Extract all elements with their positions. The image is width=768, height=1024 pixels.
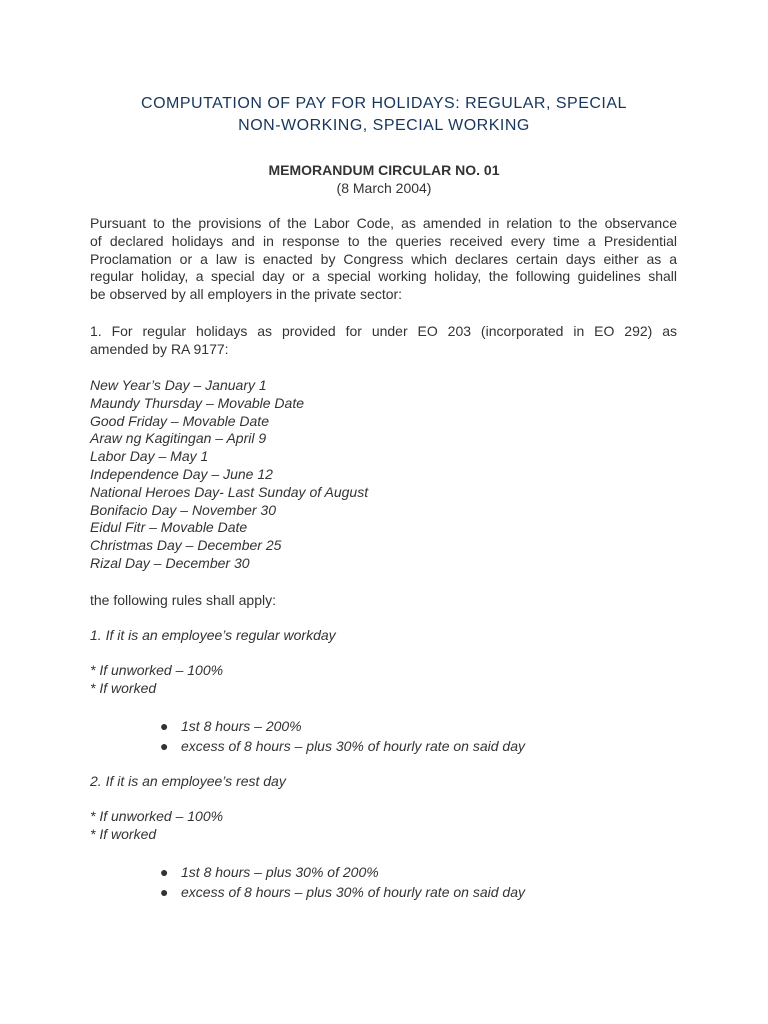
holiday-item: Christmas Day – December 25	[90, 537, 282, 554]
intro-line-2: of declared holidays and in response to the queries received every time a Presidential	[90, 232, 677, 249]
holiday-list	[90, 377, 677, 573]
list-item-text: 1st 8 hours – 200%	[181, 718, 302, 734]
item-1-line-2: amended by RA 9177:	[90, 340, 229, 357]
rule-1-conditions	[90, 662, 677, 698]
bullet-icon: ●	[160, 738, 169, 754]
rule-2-conditions	[90, 808, 677, 844]
rule-2-bullets	[160, 862, 525, 902]
memo-heading: MEMORANDUM CIRCULAR NO. 01	[268, 162, 500, 178]
holiday-item: Araw ng Kagitingan – April 9	[90, 430, 267, 447]
holiday-item: Bonifacio Day – November 30	[90, 501, 276, 518]
memo-header	[0, 161, 768, 197]
intro-line-3: Proclamation or a law is enacted by Congress which declares certain days either as a	[90, 250, 677, 267]
intro-paragraph	[90, 215, 677, 304]
rule-2-worked: * If worked	[90, 825, 157, 842]
list-item	[160, 862, 525, 882]
title-line-2: NON-WORKING, SPECIAL WORKING	[238, 117, 530, 134]
rule-1-worked: * If worked	[90, 679, 157, 696]
rule-1-bullets	[160, 716, 525, 756]
document-title	[80, 93, 688, 137]
bullet-icon: ●	[160, 864, 169, 880]
rules-intro: the following rules shall apply:	[90, 592, 276, 608]
intro-line-1: Pursuant to the provisions of the Labor Code, as amended in relation to the observance	[90, 215, 677, 231]
title-line-1: COMPUTATION OF PAY FOR HOLIDAYS: REGULAR, SPECIAL	[141, 95, 627, 112]
item-1-line-1: 1. For regular holidays as provided for under EO 203 (incorporated in EO 292) as	[90, 323, 677, 339]
rule-1-heading: 1. If it is an employee’s regular workday	[90, 627, 336, 643]
list-item-text: 1st 8 hours – plus 30% of 200%	[181, 864, 379, 880]
intro-line-4: regular holiday, a special day or a special working holiday, the following guidelines shall	[90, 268, 677, 285]
intro-line-5: be observed by all employers in the private sector:	[90, 286, 403, 303]
holiday-item: Labor Day – May 1	[90, 448, 209, 465]
item-1-paragraph	[90, 323, 677, 359]
holiday-item: Maundy Thursday – Movable Date	[90, 394, 304, 411]
list-item-text: excess of 8 hours – plus 30% of hourly rate on said day	[181, 738, 525, 754]
rule-2-heading: 2. If it is an employee’s rest day	[90, 773, 286, 789]
rule-1-unworked: * If unworked – 100%	[90, 662, 224, 678]
list-item	[160, 882, 525, 902]
holiday-item: National Heroes Day- Last Sunday of August	[90, 483, 369, 500]
memo-date: (8 March 2004)	[336, 180, 432, 196]
bullet-icon: ●	[160, 884, 169, 900]
list-item	[160, 716, 525, 736]
rule-2-unworked: * If unworked – 100%	[90, 808, 224, 824]
list-item-text: excess of 8 hours – plus 30% of hourly rate on said day	[181, 884, 525, 900]
holiday-item: Independence Day – June 12	[90, 465, 273, 482]
list-item	[160, 736, 525, 756]
bullet-icon: ●	[160, 718, 169, 734]
holiday-item: Rizal Day – December 30	[90, 554, 250, 571]
holiday-item: Eidul Fitr – Movable Date	[90, 519, 248, 536]
holiday-item: New Year’s Day – January 1	[90, 377, 267, 393]
holiday-item: Good Friday – Movable Date	[90, 412, 269, 429]
